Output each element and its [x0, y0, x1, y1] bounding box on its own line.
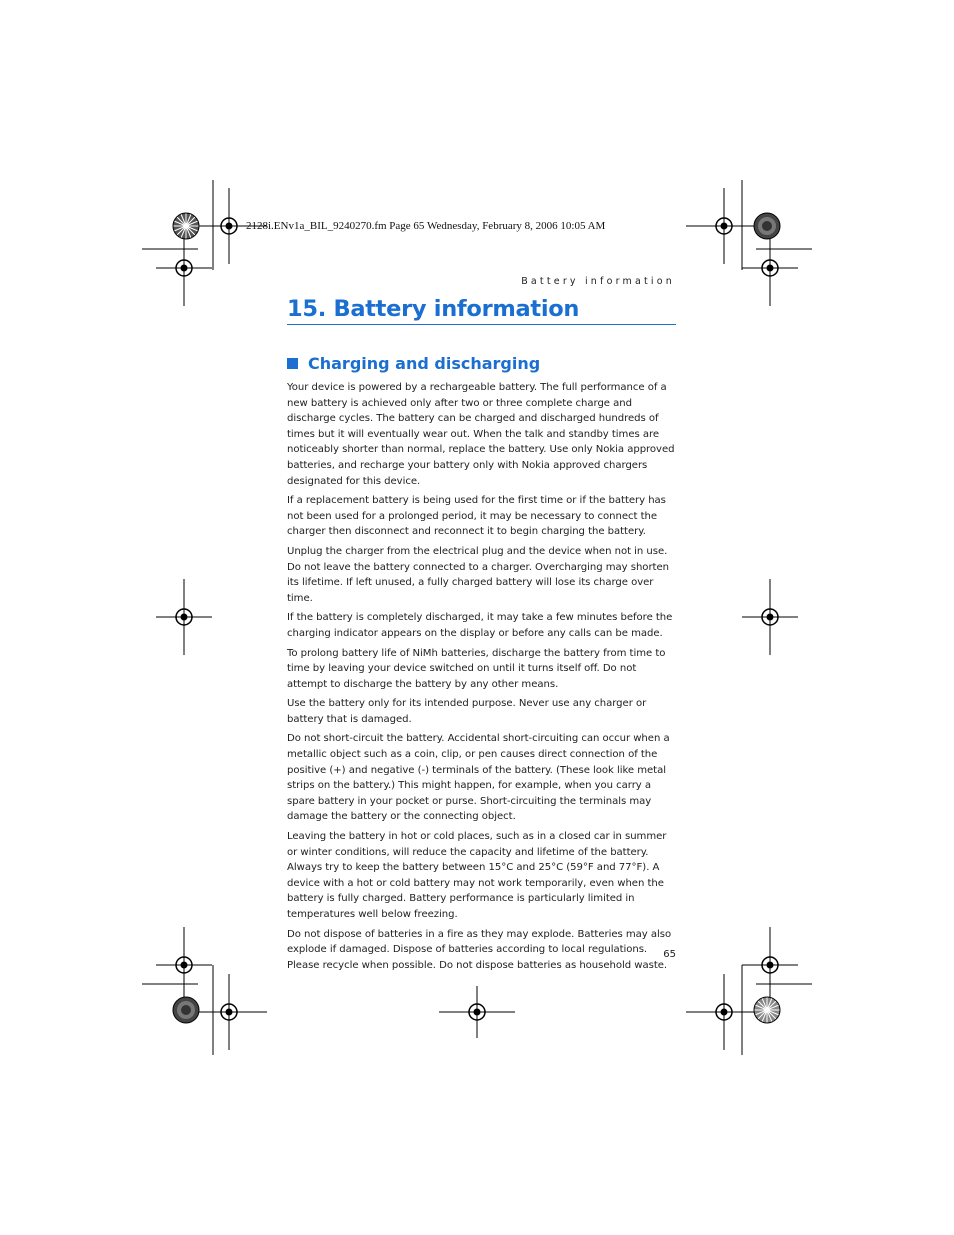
- paragraph: If a replacement battery is being used for the first time or if the battery has not been used for a prolonged period, it may be necessary to connect the charger then disconnect and reconnect it to begin charging the battery.: [287, 495, 666, 538]
- chapter-title: 15. Battery information: [287, 296, 676, 325]
- file-slug: 2128i.ENv1a_BIL_9240270.fm Page 65 Wednesday, February 8, 2006 10:05 AM: [246, 220, 606, 232]
- paragraph: Use the battery only for its intended purpose. Never use any charger or battery that is damaged.: [287, 698, 647, 725]
- square-bullet-icon: [287, 358, 298, 369]
- body-text: [287, 380, 679, 977]
- paragraph: Unplug the charger from the electrical plug and the device when not in use. Do not leave the battery connected to a charger. Overcharging may shorten its lifetime. If left unused, a fully charged battery will lose its charge over time.: [287, 545, 669, 604]
- paragraph: Leaving the battery in hot or cold places, such as in a closed car in summer or winter conditions, will reduce the capacity and lifetime of the battery. Always try to keep the battery between 15°C and 25°C (59°F and 77°F). A device with a hot or cold battery may not work temporarily, even when the battery is fully charged. Battery performance is particularly limited in temperatures well below freezing.: [287, 831, 667, 920]
- running-head: Battery information: [521, 276, 675, 287]
- paragraph: Your device is powered by a rechargeable battery. The full performance of a new battery is achieved only after two or three complete charge and discharge cycles. The battery can be charged and discharged hundreds of times but it will eventually wear out. When the talk and standby times are noticeably shorter than normal, replace the battery. Use only Nokia approved batteries, and recharge your battery only with Nokia approved chargers designated for this device.: [287, 382, 675, 487]
- paragraph: Do not short-circuit the battery. Accidental short-circuiting can occur when a metallic object such as a coin, clip, or pen causes direct connection of the positive (+) and negative (-) terminals of the battery. (These look like metal strips on the battery.) This might happen, for example, when you carry a spare battery in your pocket or purse. Short-circuiting the terminals may damage the battery or the connecting object.: [287, 733, 670, 823]
- paragraph: If the battery is completely discharged, it may take a few minutes before the charging indicator appears on the display or before any calls can be made.: [287, 612, 673, 639]
- section-heading-text: Charging and discharging: [308, 354, 541, 373]
- page-number: 65: [663, 949, 676, 960]
- paragraph: To prolong battery life of NiMh batteries, discharge the battery from time to time by leaving your device switched on until it turns itself off. Do not attempt to discharge the battery by any other means.: [287, 647, 666, 690]
- paragraph: Do not dispose of batteries in a fire as they may explode. Batteries may also explode if damaged. Dispose of batteries according to local regulations. Please recycle when possible. Do not dispose batteries as household waste.: [287, 928, 672, 971]
- section-heading: [287, 354, 676, 373]
